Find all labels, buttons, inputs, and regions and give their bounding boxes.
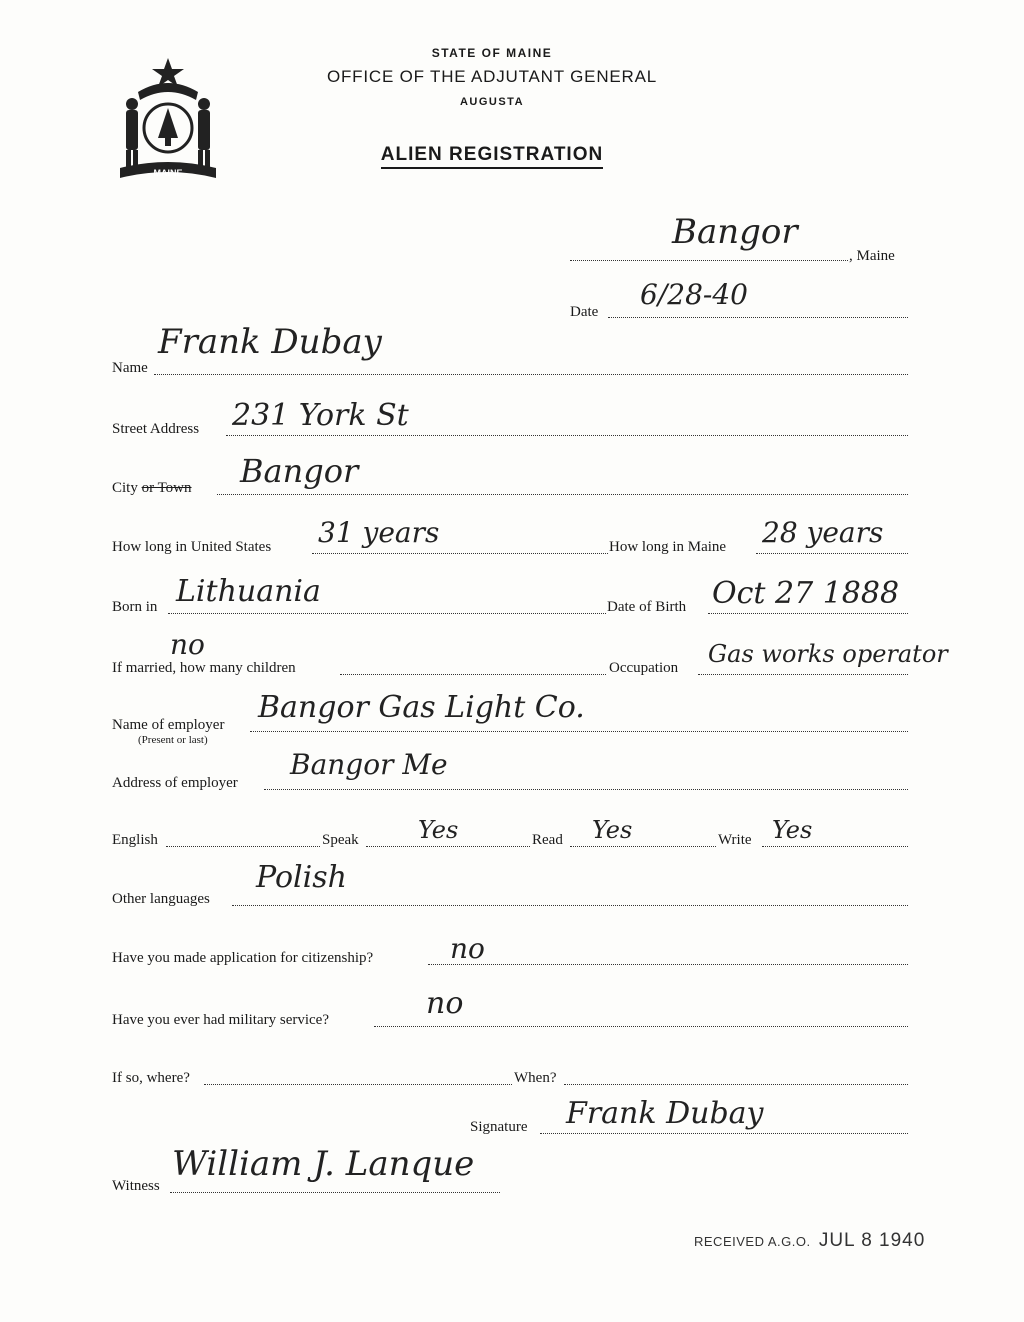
years-maine-entry: 28 years bbox=[762, 516, 884, 549]
received-stamp bbox=[694, 1230, 925, 1252]
citizenship-line bbox=[428, 964, 908, 965]
town-entry: Bangor bbox=[672, 212, 798, 252]
witness-entry: William J. Lanque bbox=[172, 1144, 475, 1184]
children-entry: no bbox=[170, 628, 205, 661]
street-entry: 231 York St bbox=[232, 398, 409, 433]
name-entry: Frank Dubay bbox=[158, 322, 382, 362]
state-heading: STATE OF MAINE bbox=[431, 46, 553, 60]
citizenship-label: Have you made application for citizenship? bbox=[112, 950, 374, 966]
employer-label: Name of employer bbox=[112, 717, 225, 733]
how-long-maine-line bbox=[756, 553, 908, 554]
occupation-entry: Gas works operator bbox=[708, 640, 948, 668]
speak-label: Speak bbox=[322, 832, 359, 848]
married-label: If married, how many children bbox=[112, 660, 296, 676]
read-entry: Yes bbox=[592, 816, 633, 844]
city-entry: Bangor bbox=[240, 452, 359, 490]
years-us-entry: 31 years bbox=[318, 516, 440, 549]
read-label: Read bbox=[532, 832, 563, 848]
street-label: Street Address bbox=[112, 421, 200, 437]
english-label: English bbox=[112, 832, 158, 848]
employer-address-line bbox=[264, 789, 908, 790]
military-entry: no bbox=[426, 986, 464, 1021]
citizenship-entry: no bbox=[450, 932, 485, 965]
other-languages-label: Other languages bbox=[112, 891, 210, 907]
employer-entry: Bangor Gas Light Co. bbox=[258, 690, 585, 725]
name-line bbox=[154, 374, 908, 375]
date-entry: 6/28-40 bbox=[640, 278, 748, 311]
dob-entry: Oct 27 1888 bbox=[712, 576, 900, 611]
form-title: ALIEN REGISTRATION bbox=[0, 144, 1004, 166]
date-line bbox=[608, 317, 908, 318]
speak-entry: Yes bbox=[418, 816, 459, 844]
city-heading: AUGUSTA bbox=[459, 96, 525, 108]
other-languages-line bbox=[232, 905, 908, 906]
signature-line bbox=[540, 1133, 908, 1134]
how-long-us-line bbox=[312, 553, 608, 554]
write-entry: Yes bbox=[772, 816, 813, 844]
born-line bbox=[168, 613, 606, 614]
signature-entry: Frank Dubay bbox=[566, 1096, 764, 1131]
other-languages-entry: Polish bbox=[256, 860, 347, 895]
city-label: City or Town bbox=[112, 480, 192, 496]
dob-line bbox=[708, 613, 908, 614]
when-label: When? bbox=[514, 1070, 557, 1086]
born-label: Born in bbox=[112, 599, 158, 615]
street-line bbox=[226, 435, 908, 436]
how-long-maine-label: How long in Maine bbox=[609, 539, 727, 555]
military-line bbox=[374, 1026, 908, 1027]
english-line bbox=[166, 846, 320, 847]
employer-line bbox=[250, 731, 908, 732]
occupation-label: Occupation bbox=[609, 660, 679, 676]
military-label: Have you ever had military service? bbox=[112, 1012, 329, 1028]
read-line bbox=[570, 846, 716, 847]
name-label: Name bbox=[112, 360, 148, 376]
when-line bbox=[564, 1084, 908, 1085]
svg-text:MAINE: MAINE bbox=[153, 168, 183, 178]
employer-address-entry: Bangor Me bbox=[290, 748, 448, 781]
born-entry: Lithuania bbox=[176, 574, 321, 609]
office-heading: OFFICE OF THE ADJUTANT GENERAL bbox=[326, 67, 658, 86]
married-line bbox=[340, 674, 606, 675]
occupation-line bbox=[698, 674, 908, 675]
witness-line bbox=[170, 1192, 500, 1193]
signature-label: Signature bbox=[470, 1119, 528, 1135]
received-stamp-label: RECEIVED A.G.O. bbox=[694, 1234, 811, 1249]
how-long-us-label: How long in United States bbox=[112, 539, 272, 555]
where-label: If so, where? bbox=[112, 1070, 190, 1086]
date-label: Date bbox=[570, 304, 599, 320]
maine-label: , Maine bbox=[849, 248, 895, 264]
employer-address-label: Address of employer bbox=[112, 775, 238, 791]
write-line bbox=[762, 846, 908, 847]
where-line bbox=[204, 1084, 512, 1085]
speak-line bbox=[366, 846, 530, 847]
write-label: Write bbox=[718, 832, 752, 848]
witness-label: Witness bbox=[112, 1178, 160, 1194]
received-stamp-date: JUL 8 1940 bbox=[818, 1230, 926, 1251]
town-line bbox=[570, 260, 848, 261]
employer-sublabel: (Present or last) bbox=[138, 734, 208, 746]
dob-label: Date of Birth bbox=[607, 599, 687, 615]
city-line bbox=[217, 494, 908, 495]
